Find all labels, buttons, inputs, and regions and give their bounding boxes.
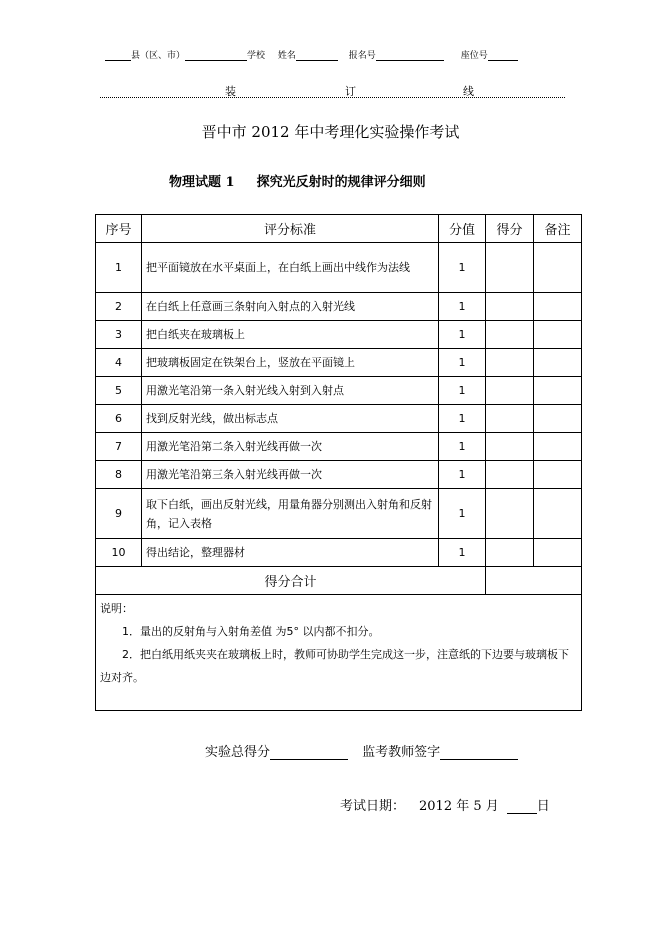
table-row (96, 349, 582, 377)
row-number: 8 (96, 461, 142, 489)
col-header-criterion: 评分标准 (142, 215, 439, 243)
table-row (96, 293, 582, 321)
row-points: 1 (439, 377, 486, 405)
exam-number-blank[interactable] (376, 52, 444, 61)
table-row (96, 321, 582, 349)
row-score-cell[interactable] (486, 349, 534, 377)
total-score-blank[interactable] (270, 745, 348, 760)
row-criterion: 找到反射光线，做出标志点 (142, 405, 439, 433)
table-row (96, 461, 582, 489)
row-number: 10 (96, 539, 142, 567)
row-criterion: 用激光笔沿第二条入射光线再做一次 (142, 433, 439, 461)
county-label: 县（区、市） (131, 51, 186, 61)
row-remarks-cell[interactable] (534, 377, 582, 405)
table-row (96, 489, 582, 539)
row-score-cell[interactable] (486, 489, 534, 539)
seat-number-label: 座位号 (460, 51, 488, 61)
notes-row (96, 595, 582, 711)
row-criterion: 在白纸上任意画三条射向入射点的入射光线 (142, 293, 439, 321)
seat-number-blank[interactable] (488, 52, 518, 61)
row-number: 5 (96, 377, 142, 405)
page-subtitle (169, 171, 426, 190)
exam-number-label: 报名号 (348, 51, 376, 61)
row-score-cell[interactable] (486, 539, 534, 567)
col-header-no: 序号 (96, 215, 142, 243)
signature-line (205, 741, 518, 760)
row-score-cell[interactable] (486, 461, 534, 489)
row-number: 3 (96, 321, 142, 349)
row-score-cell[interactable] (486, 405, 534, 433)
row-points: 1 (439, 405, 486, 433)
total-score-label: 实验总得分 (205, 745, 271, 760)
row-number: 1 (96, 243, 142, 293)
note-item: 2．把白纸用纸夹夹在玻璃板上时，教师可协助学生完成这一步，注意纸的下边要与玻璃板下边对齐。 (100, 648, 569, 684)
row-number: 6 (96, 405, 142, 433)
notes-cell (96, 595, 582, 711)
row-remarks-cell[interactable] (534, 321, 582, 349)
total-score-cell[interactable] (486, 567, 582, 595)
row-number: 2 (96, 293, 142, 321)
exam-day-suffix: 日 (536, 799, 550, 814)
subtitle-item: 物理试题 1 (169, 175, 235, 190)
row-criterion: 用激光笔沿第一条入射光线入射到入射点 (142, 377, 439, 405)
row-points: 1 (439, 243, 486, 293)
name-blank[interactable] (296, 52, 338, 61)
candidate-info-header (105, 48, 518, 61)
row-points: 1 (439, 489, 486, 539)
table-row (96, 243, 582, 293)
row-number: 7 (96, 433, 142, 461)
col-header-points: 分值 (439, 215, 486, 243)
row-remarks-cell[interactable] (534, 489, 582, 539)
row-remarks-cell[interactable] (534, 349, 582, 377)
row-score-cell[interactable] (486, 377, 534, 405)
row-criterion: 把玻璃板固定在铁架台上，竖放在平面镜上 (142, 349, 439, 377)
table-row (96, 539, 582, 567)
row-criterion: 把平面镜放在水平桌面上，在白纸上画出中线作为法线 (142, 243, 439, 293)
subtitle-topic: 探究光反射时的规律评分细则 (256, 175, 426, 190)
row-points: 1 (439, 349, 486, 377)
row-remarks-cell[interactable] (534, 293, 582, 321)
row-remarks-cell[interactable] (534, 405, 582, 433)
total-label: 得分合计 (96, 567, 486, 595)
row-criterion: 取下白纸，画出反射光线，用量角器分别测出入射角和反射角，记入表格 (142, 489, 439, 539)
row-remarks-cell[interactable] (534, 433, 582, 461)
col-header-score: 得分 (486, 215, 534, 243)
row-score-cell[interactable] (486, 293, 534, 321)
row-remarks-cell[interactable] (534, 539, 582, 567)
table-row (96, 405, 582, 433)
row-remarks-cell[interactable] (534, 243, 582, 293)
name-label: 姓名 (277, 51, 296, 61)
row-criterion: 把白纸夹在玻璃板上 (142, 321, 439, 349)
row-number: 9 (96, 489, 142, 539)
county-blank[interactable] (105, 52, 131, 61)
scoring-table (95, 214, 582, 711)
row-number: 4 (96, 349, 142, 377)
proctor-signature-blank[interactable] (440, 745, 518, 760)
col-header-remarks: 备注 (534, 215, 582, 243)
row-points: 1 (439, 461, 486, 489)
district-blank[interactable] (185, 52, 247, 61)
binding-dotted-line (100, 97, 565, 98)
exam-date-line (340, 795, 550, 814)
row-points: 1 (439, 293, 486, 321)
row-criterion: 得出结论，整理器材 (142, 539, 439, 567)
row-points: 1 (439, 433, 486, 461)
row-remarks-cell[interactable] (534, 461, 582, 489)
binding-char-3: 线 (463, 85, 474, 98)
row-points: 1 (439, 321, 486, 349)
binding-char-2: 订 (345, 85, 356, 98)
table-row (96, 377, 582, 405)
row-criterion: 用激光笔沿第三条入射光线再做一次 (142, 461, 439, 489)
exam-date-value: 2012 年 5 月 (419, 799, 499, 814)
binding-char-1: 装 (225, 85, 236, 98)
note-item: 1．量出的反射角与入射角差值 为5° 以内都不扣分。 (122, 625, 380, 638)
row-score-cell[interactable] (486, 321, 534, 349)
school-label: 学校 (247, 51, 266, 61)
exam-date-label: 考试日期： (340, 799, 406, 814)
row-score-cell[interactable] (486, 243, 534, 293)
page-title: 晋中市 2012 年中考理化实验操作考试 (201, 123, 460, 141)
table-row (96, 433, 582, 461)
table-header-row (96, 215, 582, 243)
exam-day-blank[interactable] (507, 799, 537, 814)
proctor-signature-label: 监考教师签字 (362, 745, 441, 760)
total-row (96, 567, 582, 595)
row-score-cell[interactable] (486, 433, 534, 461)
row-points: 1 (439, 539, 486, 567)
notes-heading: 说明： (100, 602, 133, 615)
